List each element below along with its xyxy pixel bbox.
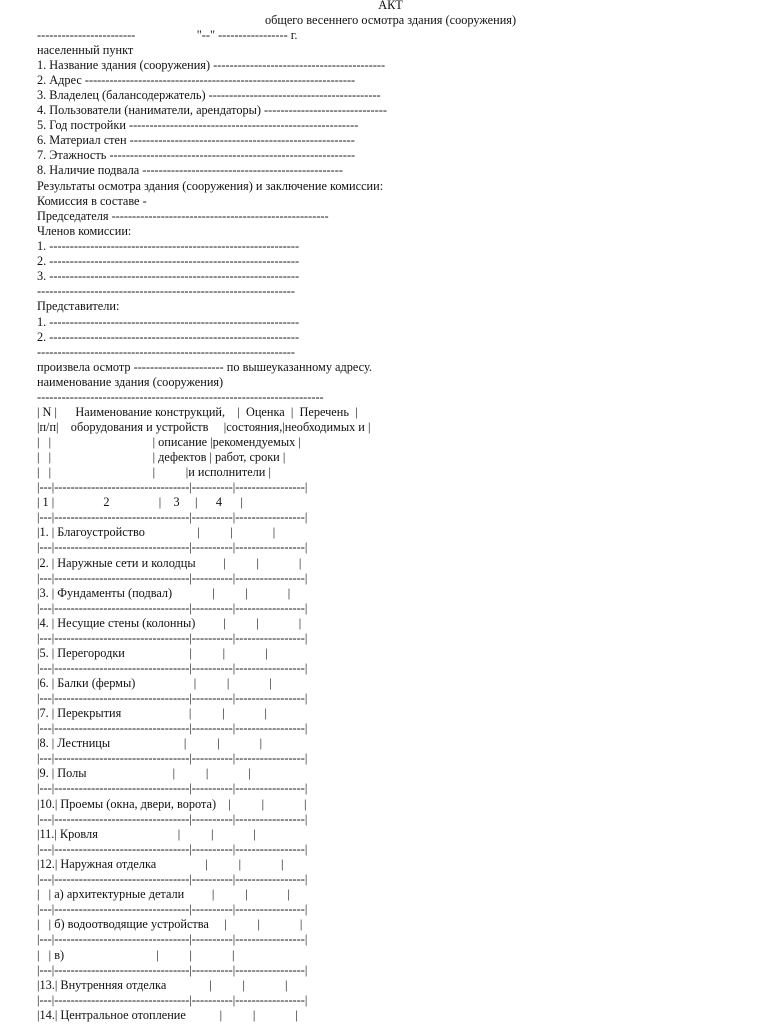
- table-separator: |---|---------------------------------|----------|-----------------|: [37, 601, 308, 615]
- document-subtitle: общего весеннего осмотра здания (сооружения): [264, 13, 517, 27]
- building-name-label: наименование здания (сооружения): [37, 375, 224, 389]
- table-column-numbers: | 1 | 2 | 3 | 4 |: [37, 495, 243, 509]
- representatives-separator: ---------------------------------------------------------------: [37, 345, 295, 359]
- table-separator: |---|---------------------------------|----------|-----------------|: [37, 510, 308, 524]
- table-separator: |---|---------------------------------|----------|-----------------|: [37, 963, 308, 977]
- field-line: 4. Пользователи (наниматели, арендаторы) ------------------------------: [37, 103, 387, 117]
- commission-label: Комиссия в составе -: [37, 194, 147, 208]
- table-separator: |---|---------------------------------|----------|-----------------|: [37, 993, 308, 1007]
- table-separator: |---|---------------------------------|----------|-----------------|: [37, 480, 308, 494]
- table-header-line: |п/п| оборудования и устройств |состояния,|необходимых и |: [37, 420, 371, 434]
- table-row: |13.| Внутренняя отделка | | |: [37, 978, 288, 992]
- table-row: |11.| Кровля | | |: [37, 827, 256, 841]
- table-separator: |---|---------------------------------|----------|-----------------|: [37, 661, 308, 675]
- table-row: | | в) | | |: [37, 948, 235, 962]
- table-row: | | б) водоотводящие устройства | | |: [37, 917, 303, 931]
- table-separator: |---|---------------------------------|----------|-----------------|: [37, 902, 308, 916]
- table-separator: |---|---------------------------------|----------|-----------------|: [37, 872, 308, 886]
- table-separator: |---|---------------------------------|----------|-----------------|: [37, 571, 308, 585]
- results-heading: Результаты осмотра здания (сооружения) и заключение комиссии:: [37, 179, 384, 193]
- inspected-line: произвела осмотр ---------------------- по вышеуказанному адресу.: [37, 360, 372, 374]
- table-row: |3. | Фундаменты (подвал) | | |: [37, 586, 291, 600]
- field-line: 8. Наличие подвала -------------------------------------------------: [37, 163, 343, 177]
- table-separator: |---|---------------------------------|----------|-----------------|: [37, 751, 308, 765]
- table-row: |14.| Центральное отопление | | |: [37, 1008, 298, 1022]
- table-separator: |---|---------------------------------|----------|-----------------|: [37, 631, 308, 645]
- table-separator: |---|---------------------------------|----------|-----------------|: [37, 691, 308, 705]
- table-row: |7. | Перекрытия | | |: [37, 706, 267, 720]
- document-title: АКТ: [378, 0, 403, 12]
- representative-line: 2. -------------------------------------------------------------: [37, 330, 300, 344]
- table-header-line: | | | дефектов | работ, сроки |: [37, 450, 286, 464]
- field-line: 1. Название здания (сооружения) ------------------------------------------: [37, 58, 386, 72]
- member-line: 2. -------------------------------------------------------------: [37, 254, 300, 268]
- table-top-rule: ----------------------------------------------------------------------: [37, 390, 324, 404]
- locality-label: населенный пункт: [37, 43, 134, 57]
- members-separator: ---------------------------------------------------------------: [37, 284, 295, 298]
- representatives-label: Представители:: [37, 299, 120, 313]
- members-label: Членов комиссии:: [37, 224, 132, 238]
- table-header-line: | | | |и исполнители |: [37, 465, 271, 479]
- representative-line: 1. -------------------------------------------------------------: [37, 315, 300, 329]
- chairman-line: Председателя -----------------------------------------------------: [37, 209, 329, 223]
- member-line: 1. -------------------------------------------------------------: [37, 239, 300, 253]
- date-line: ------------------------ "--" ----------------- г.: [37, 28, 298, 42]
- table-row: |10.| Проемы (окна, двери, ворота) | | |: [37, 797, 307, 811]
- field-line: 2. Адрес ------------------------------------------------------------------: [37, 73, 356, 87]
- table-row: |2. | Наружные сети и колодцы | | |: [37, 556, 302, 570]
- table-row: |6. | Балки (фермы) | | |: [37, 676, 272, 690]
- table-row: |4. | Несущие стены (колонны) | | |: [37, 616, 302, 630]
- table-row: | | а) архитектурные детали | | |: [37, 887, 290, 901]
- table-separator: |---|---------------------------------|----------|-----------------|: [37, 932, 308, 946]
- table-separator: |---|---------------------------------|----------|-----------------|: [37, 540, 308, 554]
- field-line: 7. Этажность ------------------------------------------------------------: [37, 148, 356, 162]
- table-header-line: | N | Наименование конструкций, | Оценка | Перечень |: [37, 405, 358, 419]
- table-row: |1. | Благоустройство | | |: [37, 525, 276, 539]
- field-line: 3. Владелец (балансодержатель) ------------------------------------------: [37, 88, 381, 102]
- member-line: 3. -------------------------------------------------------------: [37, 269, 300, 283]
- table-separator: |---|---------------------------------|----------|-----------------|: [37, 721, 308, 735]
- table-row: |12.| Наружная отделка | | |: [37, 857, 284, 871]
- field-line: 6. Материал стен -------------------------------------------------------: [37, 133, 355, 147]
- field-line: 5. Год постройки --------------------------------------------------------: [37, 118, 359, 132]
- table-header-line: | | | описание |рекомендуемых |: [37, 435, 301, 449]
- table-separator: |---|---------------------------------|----------|-----------------|: [37, 812, 308, 826]
- table-separator: |---|---------------------------------|----------|-----------------|: [37, 842, 308, 856]
- table-separator: |---|---------------------------------|----------|-----------------|: [37, 781, 308, 795]
- table-row: |8. | Лестницы | | |: [37, 736, 263, 750]
- table-row: |5. | Перегородки | | |: [37, 646, 268, 660]
- table-row: |9. | Полы | | |: [37, 766, 251, 780]
